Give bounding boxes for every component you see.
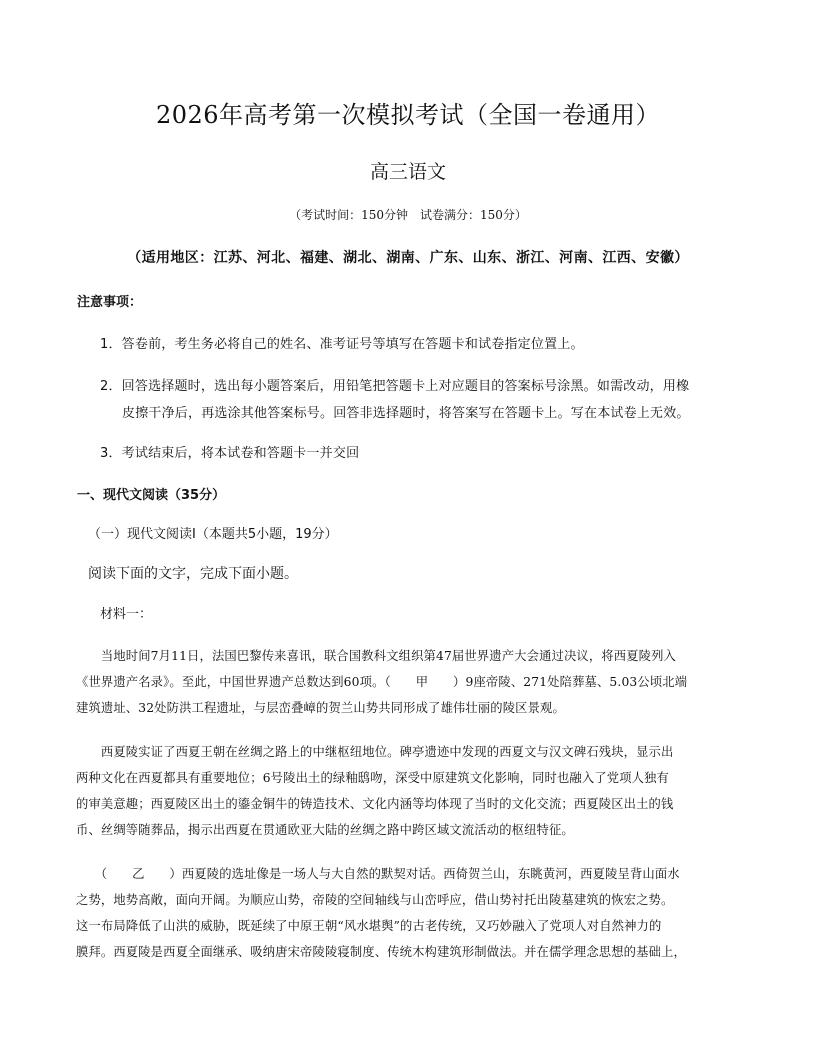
notice-item-2-line-1: 2．回答选择题时，选出每小题答案后，用铅笔把答题卡上对应题目的答案标号涂黑。如需改动，用橡 — [100, 379, 690, 394]
section-heading: 一、现代文阅读（35分） — [77, 488, 226, 503]
notice-heading: 注意事项： — [77, 295, 143, 310]
notice-item-1: 1．答卷前，考生务必将自己的姓名、准考证号等填写在答题卡和试卷指定位置上。 — [100, 337, 584, 352]
reading-instruction: 阅读下面的文字，完成下面小题。 — [88, 566, 298, 582]
paragraph-1-line: 建筑遗址、32处防洪工程遗址，与层峦叠嶂的贺兰山势共同形成了雄伟壮丽的陵区景观。 — [76, 701, 565, 715]
exam-title: 2026年高考第一次模拟考试（全国一卷通用） — [155, 101, 661, 129]
subject-title: 高三语文 — [369, 161, 446, 183]
applicable-regions: （适用地区：江苏、河北、福建、湖北、湖南、广东、山东、浙江、河南、江西、安徽） — [127, 250, 689, 266]
paragraph-2-line: 西夏陵实证了西夏王朝在丝绸之路上的中继枢纽地位。碑亭遗迹中发现的西夏文与汉文碑石残块，显示出 — [76, 745, 674, 759]
paragraph-3-line: （ 乙 ）西夏陵的选址像是一场人与大自然的默契对话。西倚贺兰山，东眺黄河，西夏陵呈背山面水 — [76, 867, 680, 881]
paragraph-3-line: 这一布局降低了山洪的威胁，既延续了中原王朝“风水堪舆”的古老传统，又巧妙融入了党项人对自然神力的 — [76, 919, 662, 933]
material-label: 材料一： — [100, 607, 153, 622]
paragraph-3-line: 膜拜。西夏陵是西夏全面继承、吸纳唐宋帝陵陵寝制度、传统木构建筑形制做法。并在儒学理念思想的基础上， — [76, 945, 686, 959]
paragraph-2-line: 的审美意趣；西夏陵区出土的鎏金铜牛的铸造技术、文化内涵等均体现了当时的文化交流；西夏陵区出土的钱 — [76, 797, 674, 811]
paragraph-3-line: 之势，地势高敞，面向开阔。为顺应山势，帝陵的空间轴线与山峦呼应，借山势衬托出陵墓建筑的恢宏之势。 — [76, 893, 674, 907]
paragraph-1-line: 当地时间7月11日，法国巴黎传来喜讯，联合国教科文组织第47届世界遗产大会通过决议，将西夏陵列入 — [76, 649, 676, 663]
section-subheading: （一）现代文阅读Ⅰ（本题共5小题，19分） — [88, 527, 338, 542]
notice-item-2-line-2: 皮擦干净后，再选涂其他答案标号。回答非选择题时，将答案写在答题卡上。写在本试卷上无效。 — [122, 406, 690, 421]
notice-item-3: 3．考试结束后，将本试卷和答题卡一并交回 — [100, 446, 360, 461]
paragraph-2-line: 币、丝绸等随葬品，揭示出西夏在贯通欧亚大陆的丝绸之路中跨区域文流活动的枢纽特征。 — [76, 823, 574, 837]
exam-info: （考试时间：150分钟 试卷满分：150分） — [289, 208, 527, 222]
paragraph-1-line: 《世界遗产名录》。至此，中国世界遗产总数达到60项。（ 甲 ）9座帝陵、271处陪葬墓、5.03公顷北端 — [76, 675, 688, 689]
paragraph-2-line: 两种文化在西夏都具有重要地位；6号陵出土的绿釉鸱吻，深受中原建筑文化影响，同时也融入了党项人独有 — [76, 771, 669, 785]
